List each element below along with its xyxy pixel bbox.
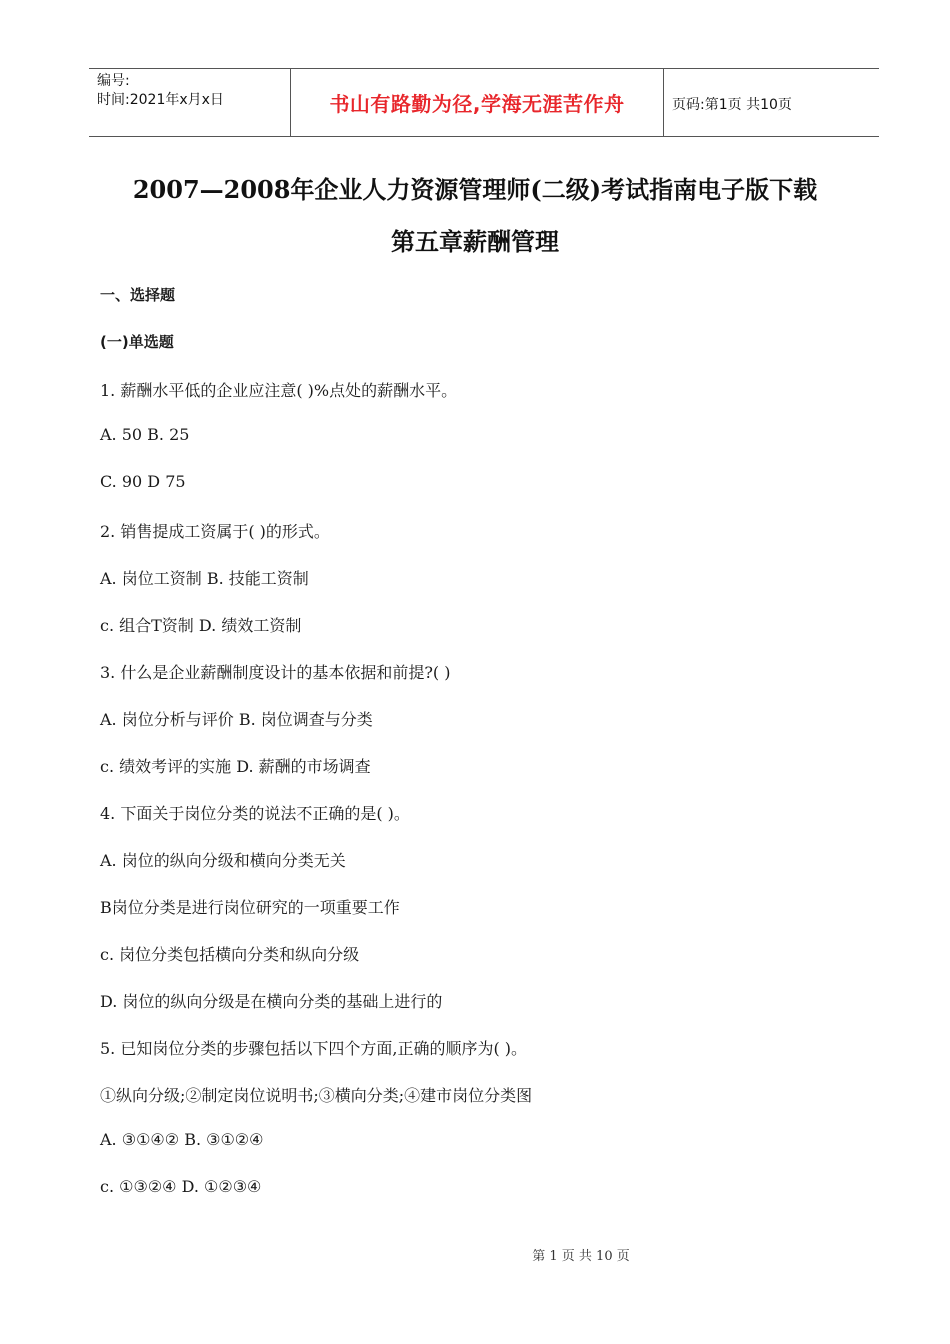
question-3: 3. 什么是企业薪酬制度设计的基本依据和前提?( ) [100,663,451,682]
question-4-option-c: c. 岗位分类包括横向分类和纵向分级 [100,945,360,964]
subsection-heading: (一)单选题 [100,333,174,351]
header-top-rule [89,68,879,69]
doc-number-label: 编号: [97,73,130,89]
question-1: 1. 薪酬水平低的企业应注意( )%点处的薪酬水平。 [100,381,458,400]
question-2-options-cd: c. 组合T资制 D. 绩效工资制 [100,616,302,635]
question-1-options-ab: A. 50 B. 25 [100,425,190,444]
question-3-options-cd: c. 绩效考评的实施 D. 薪酬的市场调查 [100,757,371,776]
header-bottom-rule [89,136,879,137]
document-title-line-1: 2007—2008年企业人力资源管理师(二级)考试指南电子版下载 [132,175,818,204]
question-4-option-d: D. 岗位的纵向分级是在横向分类的基础上进行的 [100,992,443,1011]
doc-time-label: 时间:2021年x月x日 [97,92,224,108]
footer-page-number: 第 1 页 共 10 页 [532,1249,630,1264]
question-5-options-cd: c. ①③②④ D. ①②③④ [100,1177,262,1196]
question-2: 2. 销售提成工资属于( )的形式。 [100,522,330,541]
question-3-options-ab: A. 岗位分析与评价 B. 岗位调查与分类 [100,710,373,729]
question-5-steps: ①纵向分级;②制定岗位说明书;③横向分类;④建市岗位分类图 [100,1086,533,1105]
header-page-info: 页码:第1页 共10页 [672,97,792,113]
question-5-options-ab: A. ③①④② B. ③①②④ [100,1130,264,1149]
header-divider-right [663,68,664,136]
section-heading: 一、选择题 [100,286,176,304]
question-1-options-cd: C. 90 D 75 [100,472,186,491]
question-2-options-ab: A. 岗位工资制 B. 技能工资制 [100,569,309,588]
question-4: 4. 下面关于岗位分类的说法不正确的是( )。 [100,804,410,823]
question-4-option-b: B岗位分类是进行岗位研究的一项重要工作 [100,898,400,917]
question-4-option-a: A. 岗位的纵向分级和横向分类无关 [100,851,346,870]
header-motto: 书山有路勤为径,学海无涯苦作舟 [329,92,625,116]
header-meta [97,72,224,110]
question-5: 5. 已知岗位分类的步骤包括以下四个方面,正确的顺序为( )。 [100,1039,528,1058]
document-title-line-2: 第五章薪酬管理 [391,227,559,256]
